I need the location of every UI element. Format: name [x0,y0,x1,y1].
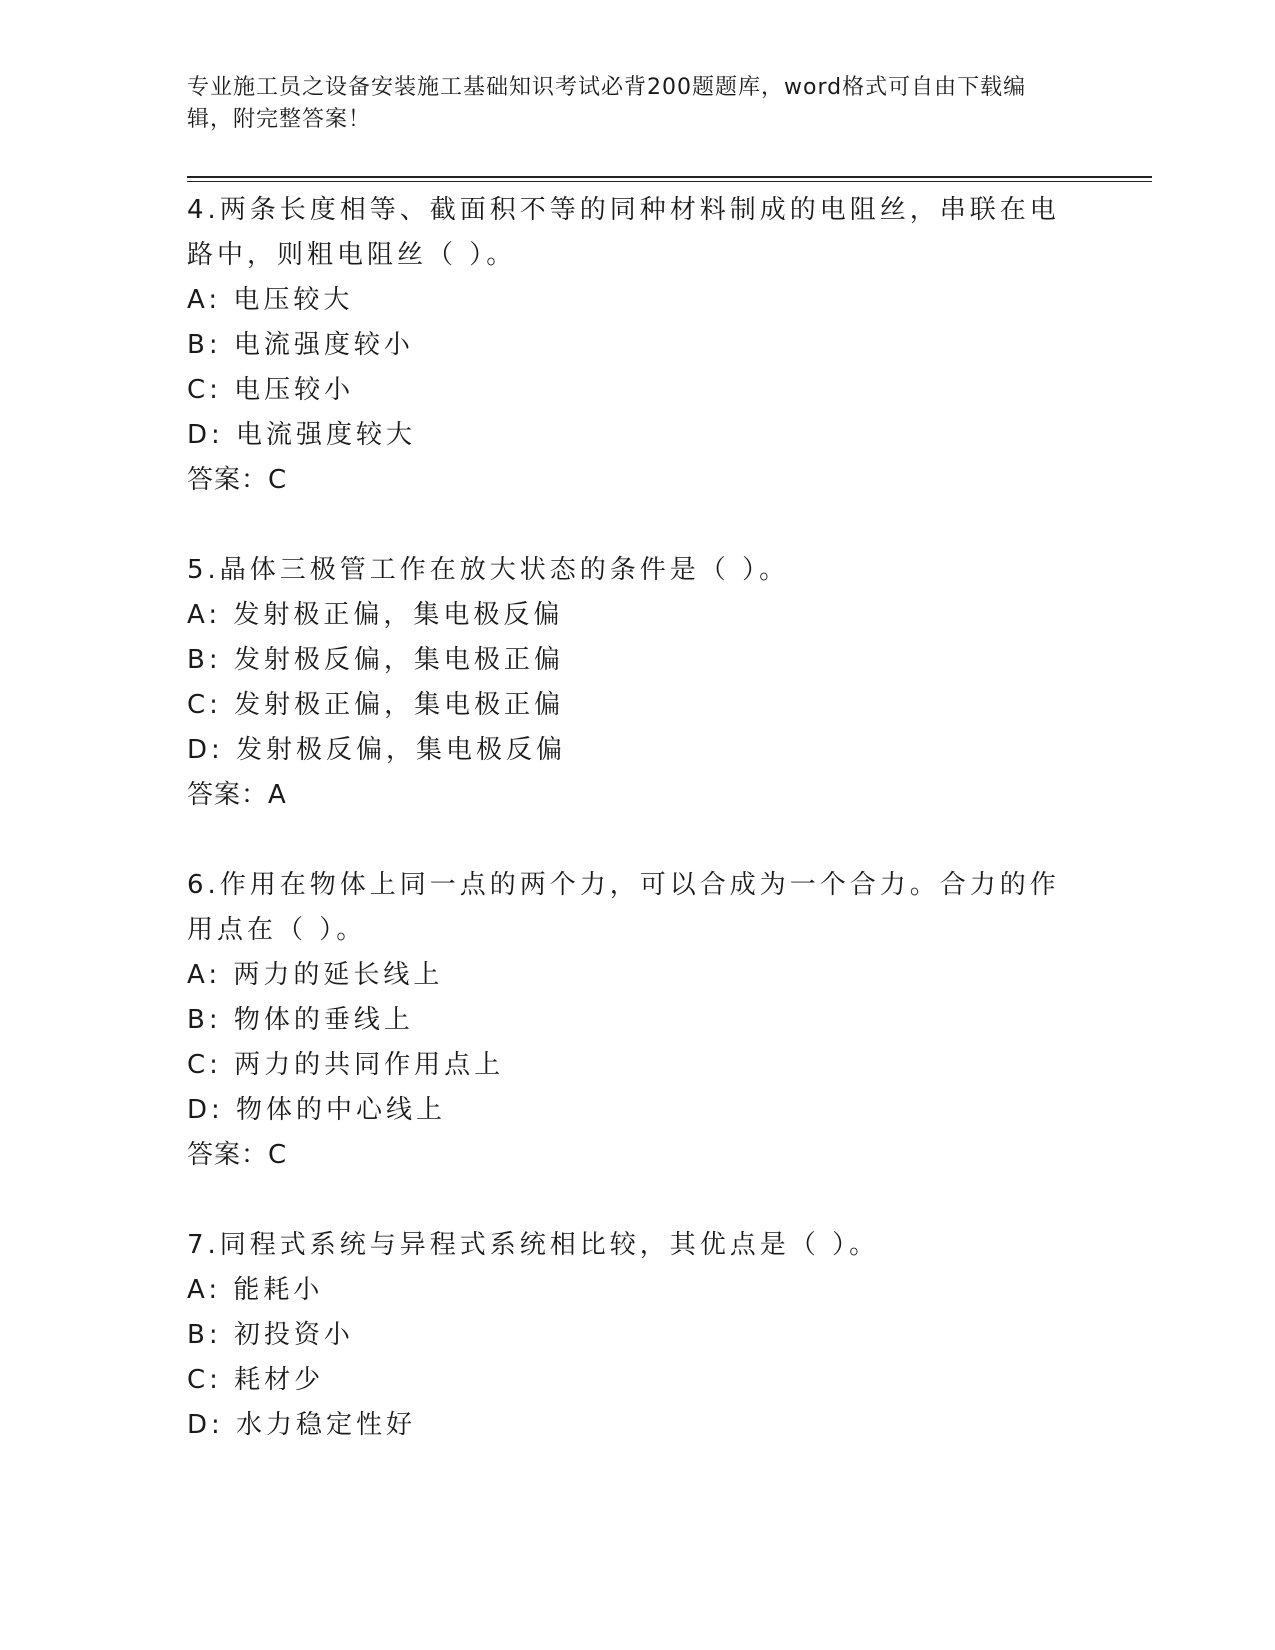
header-divider-thick [187,176,1152,178]
option-b: B: 初投资小 [187,1320,354,1350]
answer-line: 答案：A [187,780,287,810]
option-a: A: 能耗小 [187,1275,324,1305]
question-list [187,188,1067,1493]
question-7 [187,1223,1067,1448]
option-b: B: 发射极反偏，集电极正偏 [187,645,564,675]
option-d: D: 物体的中心线上 [187,1095,447,1125]
option-d: D: 发射极反偏，集电极反偏 [187,735,567,765]
header-divider-thin [187,181,1152,182]
question-stem: 4.两条长度相等、截面积不等的同种材料制成的电阻丝，串联在电路中，则粗电阻丝（ ）。 [187,195,1060,270]
option-d: D: 水力稳定性好 [187,1410,417,1440]
option-c: C: 耗材少 [187,1365,325,1395]
document-header-title: 专业施工员之设备安装施工基础知识考试必背200题题库，word格式可自由下载编辑，附完整答案！ [187,75,1027,132]
option-c: C: 两力的共同作用点上 [187,1050,505,1080]
question-stem: 6.作用在物体上同一点的两个力，可以合成为一个合力。合力的作用点在（ ）。 [187,870,1060,945]
question-stem: 7.同程式系统与异程式系统相比较，其优点是（ ）。 [187,1230,880,1260]
option-c: C: 电压较小 [187,375,355,405]
option-c: C: 发射极正偏，集电极正偏 [187,690,565,720]
answer-line: 答案：C [187,465,288,495]
question-stem: 5.晶体三极管工作在放大状态的条件是（ ）。 [187,555,790,585]
option-a: A: 两力的延长线上 [187,960,444,990]
option-d: D: 电流强度较大 [187,420,417,450]
question-6 [187,863,1067,1178]
option-a: A: 发射极正偏，集电极反偏 [187,600,564,630]
option-b: B: 电流强度较小 [187,330,414,360]
option-b: B: 物体的垂线上 [187,1005,414,1035]
question-5 [187,548,1067,818]
option-a: A: 电压较大 [187,285,354,315]
question-4 [187,188,1067,503]
answer-line: 答案：C [187,1140,288,1170]
